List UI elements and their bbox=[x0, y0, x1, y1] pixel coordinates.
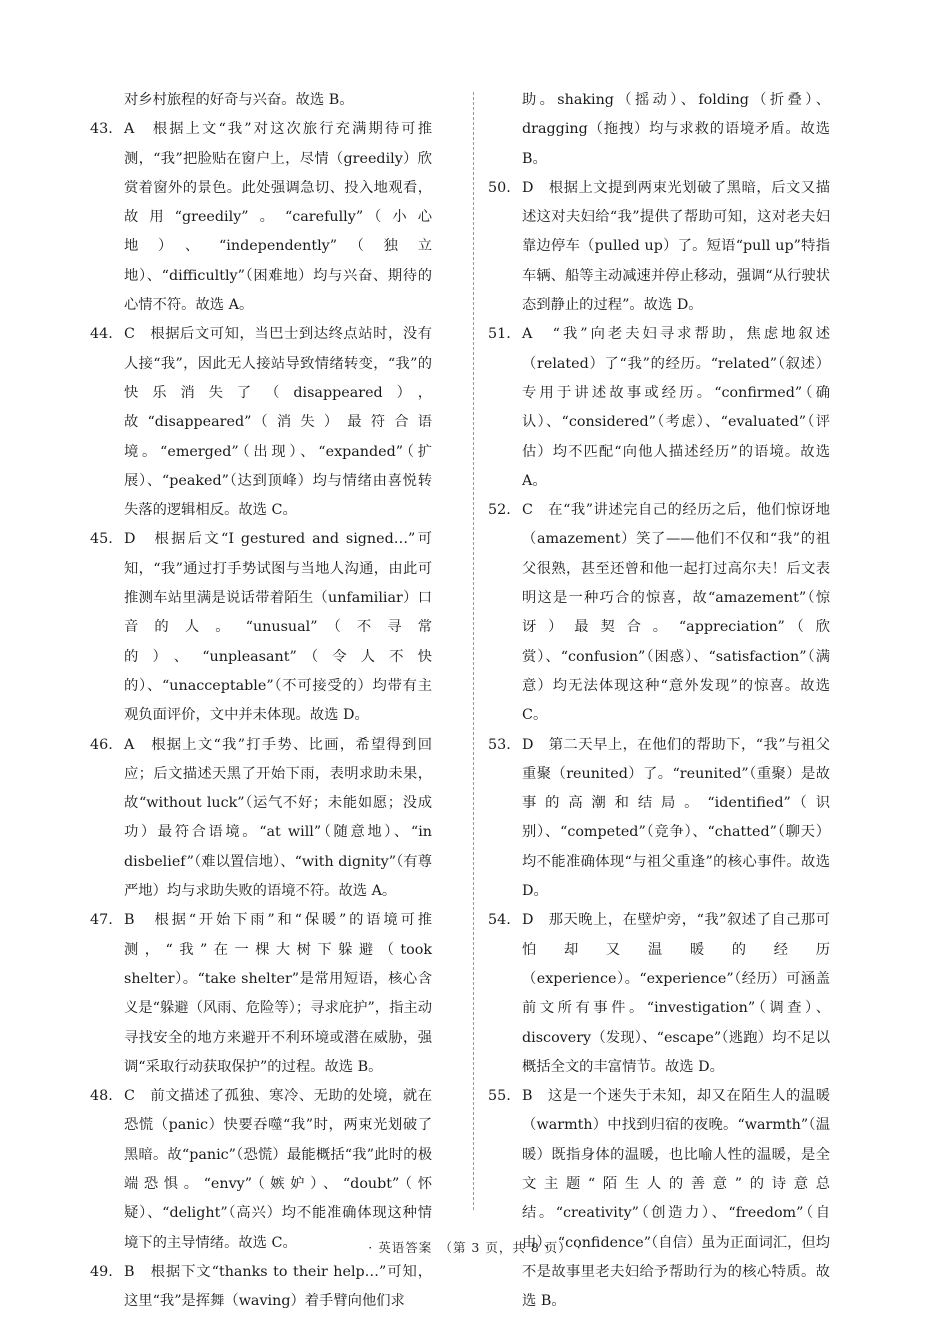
answer-55 bbox=[488, 1082, 830, 1316]
answer-text: C 在“我”讲述完自己的经历之后，他们惊讶地（amazement）笑了——他们不仅和“我”的祖父很熟，甚至还曾和他一起打过高尔夫！后文表明这是一种巧合的惊喜，故“amazement”（惊讶）最契合。“appreciation”（欣赏）、“confusion”（困惑）、“satisfaction”（满意）均无法体现这种“意外发现”的惊喜。故选 C。 bbox=[522, 502, 830, 724]
answer-text: B 这是一个迷失于未知，却又在陌生人的温暖（warmth）中找到归宿的夜晚。“warmth”（温暖）既指身体的温暖，也比喻人性的温暖，是全文主题“陌生人的善意”的诗意总结。“creativity”（创造力）、“freedom”（自由）、“confidence”（自信）虽为正面词汇，但均不是故事里老夫妇给予帮助行为的核心特质。故选 B。 bbox=[522, 1088, 830, 1310]
answer-text: A 根据上文“我”对这次旅行充满期待可推测，“我”把脸贴在窗户上，尽情（greedily）欣赏着窗外的景色。此处强调急切、投入地观看，故用“greedily”。“carefully”（小心地）、“independently”（独立地）、“difficultly”（困难地）均与兴奋、期待的心情不符。故选 A。 bbox=[124, 121, 432, 314]
answer-text: B 根据“开始下雨”和“保暖”的语境可推测，“我”在一棵大树下躲避（took shelter）。“take shelter”是常用短语，核心含义是“躲避（风雨、危险等）；寻求庇护”，指主动寻找安全的地方来避开不利环境或潜在威胁，强调“采取行动获取保护”的过程。故选 B。 bbox=[124, 912, 432, 1075]
answer-number: 48. bbox=[90, 1088, 113, 1105]
answer-44 bbox=[90, 320, 432, 525]
answer-number: 53. bbox=[488, 736, 511, 753]
answer-43 bbox=[90, 115, 432, 320]
answer-52 bbox=[488, 496, 830, 730]
answer-number: 51. bbox=[488, 326, 511, 343]
answer-45 bbox=[90, 525, 432, 730]
answer-number: 55. bbox=[488, 1088, 511, 1105]
answer-text: C 前文描述了孤独、寒冷、无助的处境，就在恐慌（panic）快要吞噬“我”时，两束光划破了黑暗。故“panic”（恐慌）最能概括“我”此时的极端恐惧。“envy”（嫉妒）、“doubt”（怀疑）、“delight”（高兴）均不能准确体现这种情境下的主导情绪。故选 C。 bbox=[124, 1088, 432, 1251]
answer-number: 50. bbox=[488, 179, 511, 196]
left-continuation: 对乡村旅程的好奇与兴奋。故选 B。 bbox=[124, 92, 354, 108]
answer-number: 46. bbox=[90, 736, 113, 753]
left-column bbox=[90, 86, 432, 1316]
answer-text: A 根据上文“我”打手势、比画，希望得到回应；后文描述天黑了开始下雨，表明求助未果，故“without luck”（运气不好；未能如愿；没成功）最符合语境。“at will”（随意地）、“in disbelief”（难以置信地）、“with dignity”（有尊严地）均与求助失败的语境不符。故选 A。 bbox=[124, 736, 432, 900]
answer-text: A “我”向老夫妇寻求帮助，焦虑地叙述（related）了“我”的经历。“related”（叙述）专用于讲述故事或经历。“confirmed”（确认）、“considered”（考虑）、“evaluated”（评估）均不匹配“向他人描述经历”的语境。故选 A。 bbox=[522, 326, 830, 489]
answer-53 bbox=[488, 731, 830, 907]
answer-number: 54. bbox=[488, 912, 511, 929]
answer-text: D 第二天早上，在他们的帮助下，“我”与祖父重聚（reunited）了。“reunited”（重聚）是故事的高潮和结局。“identified”（识别）、“competed”（竞争）、“chatted”（聊天）均不能准确体现“与祖父重逢”的核心事件。故选 D。 bbox=[522, 736, 830, 900]
answer-number: 47. bbox=[90, 912, 113, 929]
answer-number: 43. bbox=[90, 121, 113, 138]
answer-number: 45. bbox=[90, 531, 113, 548]
answer-50 bbox=[488, 174, 830, 320]
answer-text: B 根据下文“thanks to their help…”可知，这里“我”是挥舞（waving）着手臂向他们求 bbox=[124, 1263, 432, 1310]
answer-54 bbox=[488, 906, 830, 1082]
answer-text: D 根据后文“I gestured and signed…”可知，“我”通过打手势试图与当地人沟通，由此可推测车站里满是说话带着陌生（unfamiliar）口音的人。“unusual”（不寻常的）、“unpleasant”（令人不快的）、“unacceptable”（不可接受的）均带有主观负面评价，文中并未体现。故选 D。 bbox=[124, 531, 432, 724]
answer-48 bbox=[90, 1082, 432, 1258]
answer-text: D 根据上文提到两束光划破了黑暗，后文又描述这对夫妇给“我”提供了帮助可知，这对老夫妇靠边停车（pulled up）了。短语“pull up”特指车辆、船等主动减速并停止移动，强调“从行驶状态到静止的过程”。故选 D。 bbox=[522, 179, 830, 314]
right-column bbox=[488, 86, 830, 1316]
answer-text: C 根据后文可知，当巴士到达终点站时，没有人接“我”，因此无人接站导致情绪转变，“我”的快乐消失了（disappeared），故“disappeared”（消失）最符合语境。“emerged”（出现）、“expanded”（扩展）、“peaked”（达到顶峰）均与情绪由喜悦转失落的逻辑相反。故选 C。 bbox=[124, 326, 432, 519]
answer-51 bbox=[488, 320, 830, 496]
answer-46 bbox=[90, 731, 432, 907]
answer-number: 52. bbox=[488, 502, 511, 519]
answer-47 bbox=[90, 906, 432, 1082]
right-continuation: 助。shaking（摇动）、folding（折叠）、dragging（拖拽）均与求救的语境矛盾。故选 B。 bbox=[522, 92, 830, 167]
page-footer: · 英语答案 （第 3 页，共 8 页） · bbox=[368, 1240, 582, 1255]
answer-number: 44. bbox=[90, 326, 113, 343]
answer-text: D 那天晚上，在壁炉旁，“我”叙述了自己那可怕却又温暖的经历（experience）。“experience”（经历）可涵盖前文所有事件。“investigation”（调查）、discovery（发现）、“escape”（逃跑）均不足以概括全文的丰富情节。故选 D。 bbox=[522, 912, 830, 1075]
answer-number: 49. bbox=[90, 1263, 113, 1280]
column-divider bbox=[473, 92, 474, 1210]
answer-49 bbox=[90, 1258, 432, 1317]
